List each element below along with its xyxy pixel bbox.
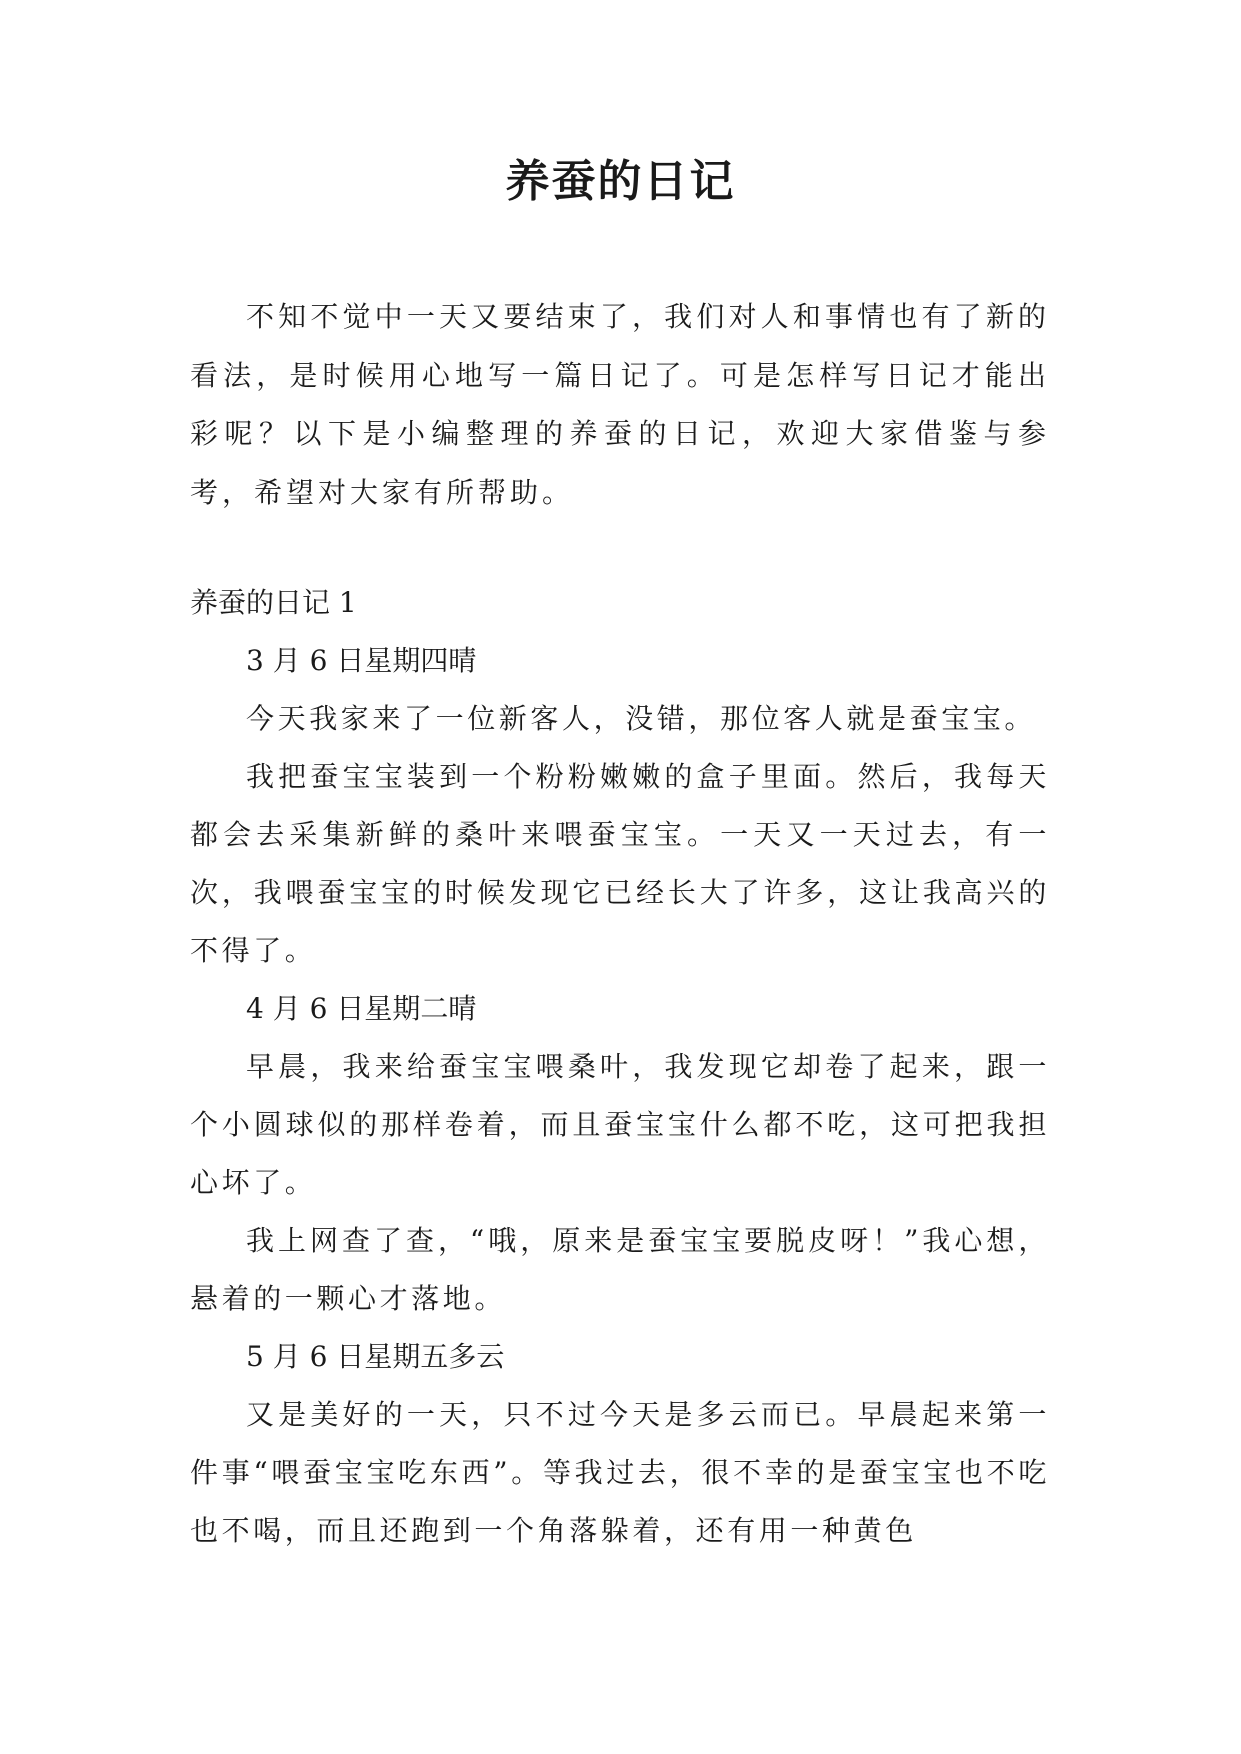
- entry-date: 5 月 6 日星期五多云: [246, 1340, 505, 1374]
- entry-paragraph: 今天我家来了一位新客人，没错，那位客人就是蚕宝宝。: [246, 702, 1037, 736]
- document-title: 养蚕的日记: [505, 156, 736, 207]
- entry-date: 3 月 6 日星期四晴: [246, 644, 477, 678]
- entry-paragraph: 早晨，我来给蚕宝宝喂桑叶，我发现它却卷了起来，跟一个小圆球似的那样卷着，而且蚕宝宝什么都不吃，这可把我担心坏了。: [190, 1050, 1050, 1200]
- section-heading: 养蚕的日记 1: [190, 586, 357, 620]
- entry-date: 4 月 6 日星期二晴: [246, 992, 477, 1026]
- entry-paragraph: 又是美好的一天，只不过今天是多云而已。早晨起来第一件事“喂蚕宝宝吃东西”。等我过去，很不幸的是蚕宝宝也不吃也不喝，而且还跑到一个角落躲着，还有用一种黄色: [190, 1398, 1050, 1548]
- document-body: [190, 288, 1050, 1560]
- intro-paragraph: 不知不觉中一天又要结束了，我们对人和事情也有了新的看法，是时候用心地写一篇日记了。可是怎样写日记才能出彩呢？以下是小编整理的养蚕的日记，欢迎大家借鉴与参考，希望对大家有所帮助。: [190, 300, 1050, 509]
- entry-paragraph: 我上网查了查，“哦，原来是蚕宝宝要脱皮呀！”我心想，悬着的一颗心才落地。: [190, 1224, 1050, 1316]
- entry-paragraph: 我把蚕宝宝装到一个粉粉嫩嫩的盒子里面。然后，我每天都会去采集新鲜的桑叶来喂蚕宝宝。一天又一天过去，有一次，我喂蚕宝宝的时候发现它已经长大了许多，这让我高兴的不得了。: [190, 760, 1050, 968]
